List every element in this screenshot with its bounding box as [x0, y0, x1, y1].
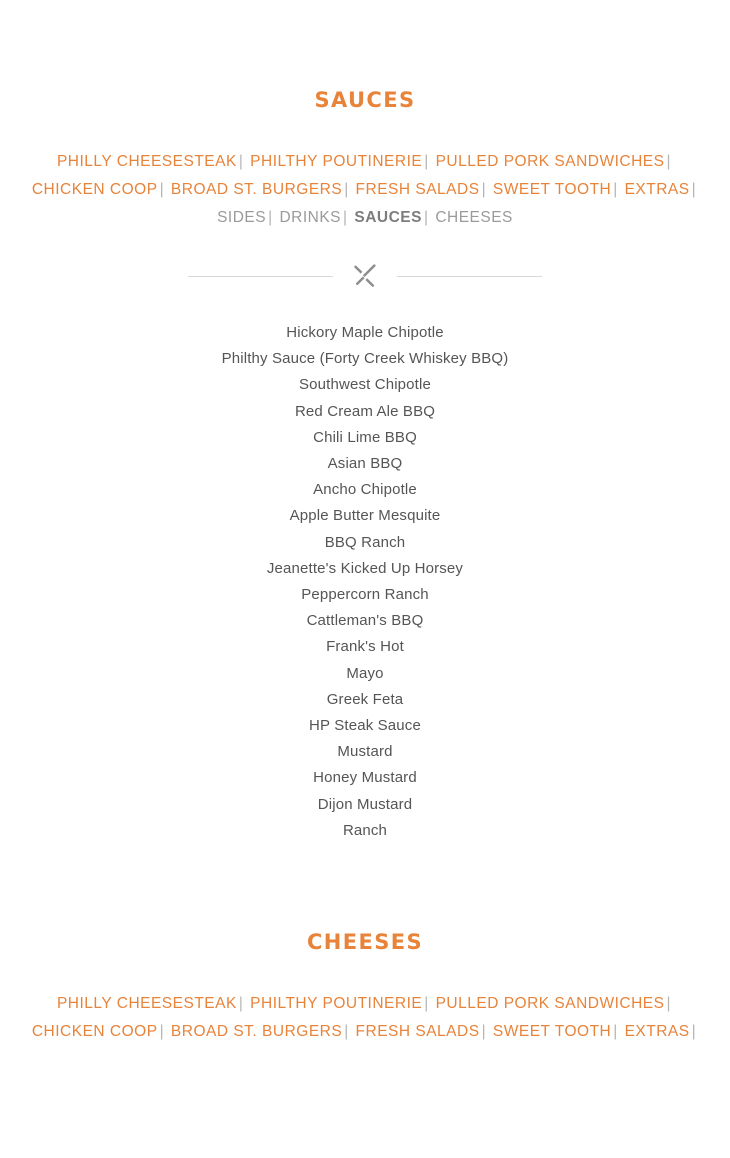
page-bottom-spacer: [0, 1046, 730, 1158]
nav-separator: |: [424, 153, 429, 170]
list-item: Southwest Chipotle: [299, 376, 431, 394]
list-item: Chili Lime BBQ: [313, 428, 417, 446]
crossed-utensils-icon: [351, 262, 379, 290]
category-nav-sauces: [15, 148, 715, 232]
nav-separator: |: [613, 181, 618, 198]
list-item: Asian BBQ: [327, 455, 403, 473]
list-item: Mayo: [346, 664, 384, 682]
nav-separator: |: [481, 181, 487, 198]
list-item: HP Steak Sauce: [309, 717, 421, 735]
list-item: Frank's Hot: [326, 638, 404, 656]
nav-link-broad-st-burgers[interactable]: BROAD ST. BURGERS: [170, 181, 343, 198]
nav-separator: |: [666, 995, 672, 1013]
nav-link-pulled-pork-sandwiches[interactable]: PULLED PORK SANDWICHES: [435, 995, 665, 1013]
list-item: Dijon Mustard: [317, 795, 413, 813]
nav-separator: |: [238, 153, 244, 170]
nav-link-extras[interactable]: EXTRAS: [624, 1023, 690, 1041]
nav-link-sweet-tooth[interactable]: SWEET TOOTH: [492, 181, 612, 198]
nav-separator: |: [159, 181, 165, 198]
list-item: Apple Butter Mesquite: [289, 507, 441, 525]
nav-separator: |: [423, 209, 429, 226]
list-item: BBQ Ranch: [324, 533, 406, 551]
list-item: Greek Feta: [326, 690, 404, 708]
nav-link-sweet-tooth[interactable]: SWEET TOOTH: [492, 1023, 612, 1041]
nav-link-cheeses[interactable]: CHEESES: [435, 209, 513, 226]
list-item: Ancho Chipotle: [313, 481, 417, 499]
page-title-sauces: SAUCES: [314, 88, 416, 112]
nav-separator: |: [268, 209, 273, 226]
nav-link-chicken-coop[interactable]: CHICKEN COOP: [31, 181, 158, 198]
nav-link-pulled-pork-sandwiches[interactable]: PULLED PORK SANDWICHES: [435, 153, 665, 170]
list-item: Jeanette's Kicked Up Horsey: [266, 559, 464, 577]
nav-separator: |: [666, 153, 672, 170]
nav-link-fresh-salads[interactable]: FRESH SALADS: [355, 1023, 480, 1041]
list-item: Ranch: [342, 821, 388, 839]
nav-link-philthy-poutinerie[interactable]: PHILTHY POUTINERIE: [250, 995, 423, 1013]
nav-link-philly-cheesesteak[interactable]: PHILLY CHEESESTEAK: [56, 995, 237, 1013]
nav-separator: |: [159, 1023, 165, 1041]
section-divider-sauces: [0, 262, 730, 290]
nav-link-broad-st-burgers[interactable]: BROAD ST. BURGERS: [170, 1023, 343, 1041]
nav-link-philthy-poutinerie[interactable]: PHILTHY POUTINERIE: [250, 153, 423, 170]
nav-separator: |: [343, 209, 348, 226]
list-item: Cattleman's BBQ: [306, 612, 424, 630]
section-cheeses: [0, 844, 730, 1046]
nav-separator: |: [424, 995, 429, 1013]
divider-line-right: [397, 276, 542, 277]
nav-link-philly-cheesesteak[interactable]: PHILLY CHEESESTEAK: [56, 153, 237, 170]
divider-line-left: [188, 276, 333, 277]
list-item: Honey Mustard: [313, 769, 417, 787]
page-title-cheeses: CHEESES: [306, 930, 424, 955]
nav-separator: |: [344, 1023, 349, 1041]
nav-separator: |: [691, 1023, 697, 1041]
nav-link-chicken-coop[interactable]: CHICKEN COOP: [31, 1023, 158, 1041]
nav-separator: |: [238, 995, 244, 1013]
nav-link-sauces[interactable]: SAUCES: [354, 209, 422, 226]
menu-item-list-sauces: [0, 320, 730, 844]
category-nav-cheeses: [15, 990, 715, 1046]
nav-separator: |: [481, 1023, 487, 1041]
list-item: Hickory Maple Chipotle: [286, 324, 444, 341]
list-item: Mustard: [337, 743, 393, 761]
nav-separator: |: [613, 1023, 618, 1041]
nav-link-fresh-salads[interactable]: FRESH SALADS: [355, 181, 480, 198]
list-item: Red Cream Ale BBQ: [294, 402, 436, 420]
nav-separator: |: [344, 181, 349, 198]
list-item: Peppercorn Ranch: [301, 586, 429, 604]
nav-link-extras[interactable]: EXTRAS: [624, 181, 690, 198]
nav-link-drinks[interactable]: DRINKS: [279, 209, 342, 226]
list-item: Philthy Sauce (Forty Creek Whiskey BBQ): [221, 350, 509, 368]
nav-link-sides[interactable]: SIDES: [217, 209, 267, 226]
nav-separator: |: [691, 181, 697, 198]
